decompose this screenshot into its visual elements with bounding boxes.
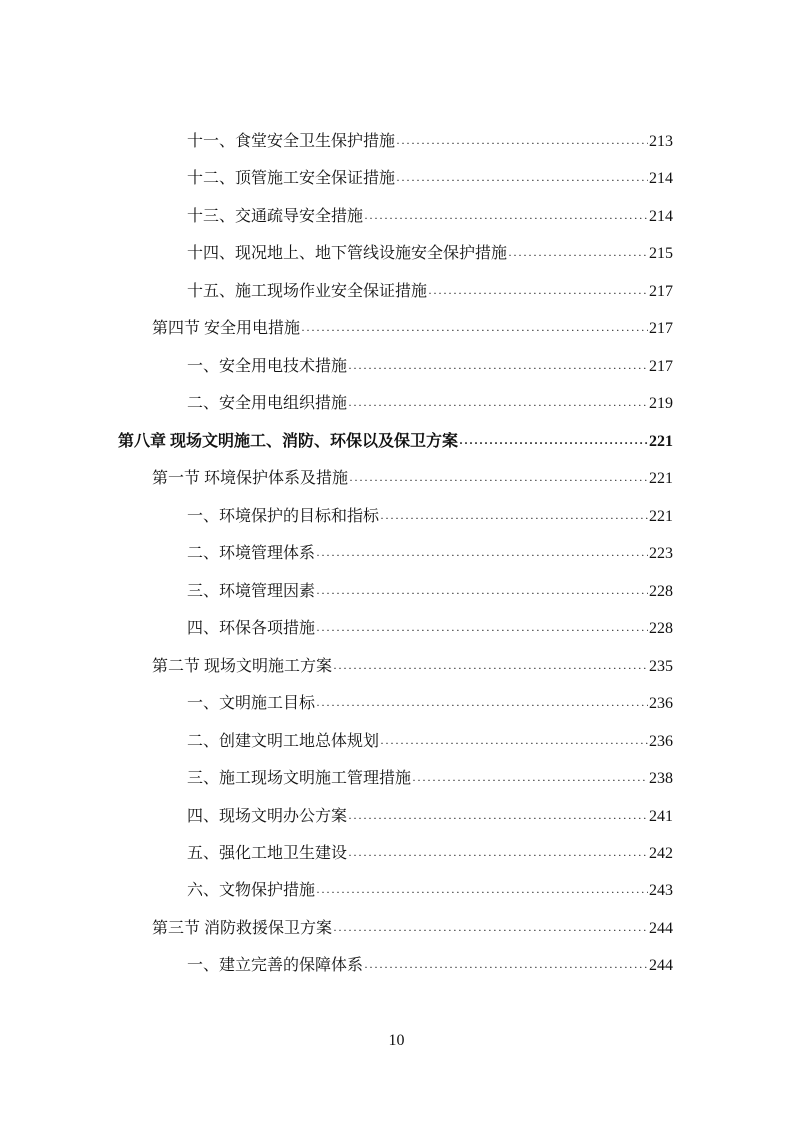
toc-entry-title: 十四、现况地上、地下管线设施安全保护措施: [187, 245, 508, 262]
dot-leader: [316, 883, 648, 901]
toc-entry-title: 六、文物保护措施: [187, 882, 316, 899]
toc-entry[interactable]: [187, 877, 673, 901]
toc-entry[interactable]: [187, 240, 673, 264]
toc-section-entry[interactable]: [152, 653, 673, 677]
toc-entry[interactable]: [187, 203, 673, 227]
toc-entry-page: 217: [649, 283, 673, 300]
toc-entry-page: 244: [649, 920, 673, 937]
toc-entry-page: 236: [649, 695, 673, 712]
toc-entry[interactable]: [187, 353, 673, 377]
toc-entry-title: 十二、顶管施工安全保证措施: [187, 170, 396, 187]
toc-entry-page: 223: [649, 545, 673, 562]
toc-entry-page: 214: [649, 170, 673, 187]
toc-entry-title: 第一节 环境保护体系及措施: [152, 470, 349, 487]
toc-entry-page: 219: [649, 395, 673, 412]
toc-entry-title: 一、建立完善的保障体系: [187, 957, 364, 974]
dot-leader: [349, 471, 648, 489]
toc-entry-page: 221: [649, 470, 673, 487]
toc-entry-page: 214: [649, 208, 673, 225]
toc-entry-page: 236: [649, 733, 673, 750]
dot-leader: [316, 621, 648, 639]
toc-entry-title: 一、文明施工目标: [187, 695, 316, 712]
toc-entry-page: 235: [649, 658, 673, 675]
dot-leader: [428, 284, 648, 302]
toc-entry[interactable]: [187, 765, 673, 789]
toc-entry-title: 二、创建文明工地总体规划: [187, 733, 380, 750]
dot-leader: [333, 921, 648, 939]
toc-entry-title: 第四节 安全用电措施: [152, 320, 301, 337]
dot-leader: [316, 546, 648, 564]
toc-entry[interactable]: [187, 540, 673, 564]
dot-leader: [508, 246, 648, 264]
dot-leader: [348, 359, 648, 377]
toc-section-entry[interactable]: [152, 465, 673, 489]
toc-entry[interactable]: [187, 278, 673, 302]
toc-entry-page: 221: [649, 508, 673, 525]
toc-entry[interactable]: [187, 728, 673, 752]
dot-leader: [316, 584, 648, 602]
toc-entry-title: 十一、食堂安全卫生保护措施: [187, 133, 396, 150]
toc-entry-title: 第二节 现场文明施工方案: [152, 658, 333, 675]
toc-entry-title: 十五、施工现场作业安全保证措施: [187, 283, 428, 300]
toc-entry[interactable]: [187, 840, 673, 864]
toc-entry-page: 241: [649, 808, 673, 825]
toc-entry-title: 十三、交通疏导安全措施: [187, 208, 364, 225]
toc-entry-page: 228: [649, 620, 673, 637]
dot-leader: [396, 171, 648, 189]
toc-entry-title: 三、施工现场文明施工管理措施: [187, 770, 412, 787]
toc-section-entry[interactable]: [152, 315, 673, 339]
page-number: 10: [388, 1032, 405, 1049]
dot-leader: [348, 396, 648, 414]
toc-entry[interactable]: [187, 952, 673, 976]
toc-entry[interactable]: [187, 390, 673, 414]
toc-entry-page: 242: [649, 845, 673, 862]
dot-leader: [348, 846, 648, 864]
toc-entry[interactable]: [187, 615, 673, 639]
dot-leader: [380, 734, 648, 752]
dot-leader: [396, 134, 648, 152]
dot-leader: [348, 809, 648, 827]
dot-leader: [333, 659, 648, 677]
toc-entry-page: 243: [649, 882, 673, 899]
toc-entry-title: 第三节 消防救援保卫方案: [152, 920, 333, 937]
toc-entry[interactable]: [187, 503, 673, 527]
toc-entry-title: 二、环境管理体系: [187, 545, 316, 562]
dot-leader: [301, 321, 648, 339]
dot-leader: [412, 771, 648, 789]
toc-entry-page: 217: [649, 320, 673, 337]
toc-entry-page: 244: [649, 957, 673, 974]
toc-entry-page: 217: [649, 358, 673, 375]
toc-entry[interactable]: [187, 690, 673, 714]
toc-entry-title: 第八章 现场文明施工、消防、环保以及保卫方案: [118, 433, 459, 450]
toc-entry[interactable]: [187, 578, 673, 602]
toc-entry[interactable]: [187, 128, 673, 152]
toc-entry-page: 213: [649, 133, 673, 150]
dot-leader: [364, 209, 648, 227]
dot-leader: [459, 434, 648, 452]
toc-entry-title: 四、环保各项措施: [187, 620, 316, 637]
toc-entry-page: 215: [649, 245, 673, 262]
toc-entry[interactable]: [187, 803, 673, 827]
toc-entry-page: 238: [649, 770, 673, 787]
toc-entry-title: 一、环境保护的目标和指标: [187, 508, 380, 525]
toc-entry-page: 221: [649, 433, 673, 450]
toc-entry-page: 228: [649, 583, 673, 600]
toc-section-entry[interactable]: [152, 915, 673, 939]
dot-leader: [364, 958, 648, 976]
dot-leader: [380, 509, 648, 527]
toc-entry[interactable]: [187, 165, 673, 189]
dot-leader: [316, 696, 648, 714]
toc-chapter-entry[interactable]: [118, 428, 673, 452]
toc-entry-title: 三、环境管理因素: [187, 583, 316, 600]
toc-entry-title: 四、现场文明办公方案: [187, 808, 348, 825]
toc-entry-title: 五、强化工地卫生建设: [187, 845, 348, 862]
toc-entry-title: 一、安全用电技术措施: [187, 358, 348, 375]
toc-entry-title: 二、安全用电组织措施: [187, 395, 348, 412]
